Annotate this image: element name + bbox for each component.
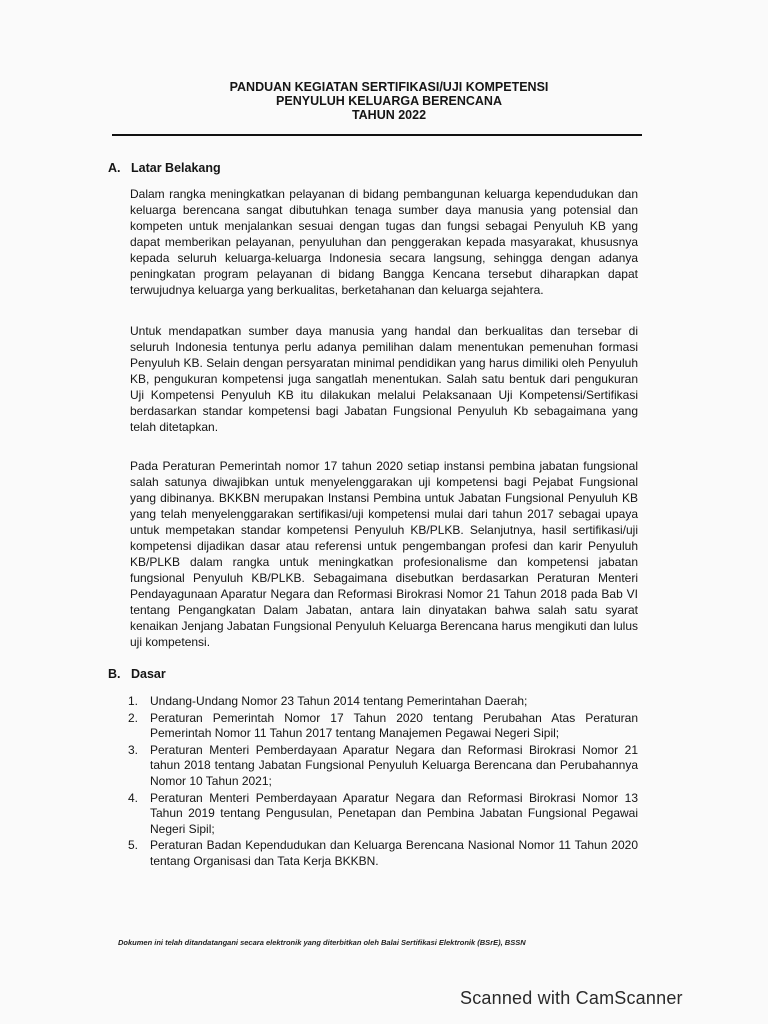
list-item-text: Peraturan Menteri Pemberdayaan Aparatur Negara dan Reformasi Birokrasi Nomor 13 Tahun 2019 tentang Pengusulan, Penetapan dan Pembina Jabatan Fungsional Pegawai Negeri Sipil; — [150, 790, 638, 836]
title-line-1: PANDUAN KEGIATAN SERTIFIKASI/UJI KOMPETENSI — [229, 80, 549, 94]
list-item-number: 3. — [128, 742, 139, 757]
list-item-text: Peraturan Pemerintah Nomor 17 Tahun 2020 tentang Perubahan Atas Peraturan Pemerintah Nomor 11 Tahun 2017 tentang Manajemen Pegawai Negeri Sipil; — [150, 710, 638, 741]
list-item-text: Undang-Undang Nomor 23 Tahun 2014 tentang Pemerintahan Daerah; — [150, 694, 528, 708]
list-item-number: 2. — [128, 710, 139, 725]
section-b-title: Dasar — [131, 667, 166, 681]
section-a-paragraph-2: Untuk mendapatkan sumber daya manusia yang handal dan berkualitas dan tersebar di seluruh Indonesia tentunya perlu adanya pemilihan dalam menentukan pemenuhan formasi Penyuluh KB. Selain dengan persyaratan minimal pendidikan yang harus dimiliki oleh Penyuluh KB, pengukuran kompetensi juga sangatlah menentukan. Salah satu bentuk dari pengukuran Uji Kompetensi Penyuluh KB itu dilakukan melalui Pelaksanaan Uji Kompetensi/Sertifikasi berdasarkan standar kompetensi bagi Jabatan Fungsional Penyuluh Kb sebagaimana yang telah ditetapkan. — [130, 324, 638, 434]
title-line-3: TAHUN 2022 — [351, 108, 427, 122]
list-item — [128, 743, 638, 790]
camscanner-watermark: Scanned with CamScanner — [460, 988, 683, 1008]
title-line-2: PENYULUH KELUARGA BERENCANA — [276, 94, 502, 108]
list-item-text: Peraturan Badan Kependudukan dan Keluarga Berencana Nasional Nomor 11 Tahun 2020 tentang Organisasi dan Tata Kerja BKKBN. — [150, 838, 638, 868]
legal-basis-list — [128, 694, 638, 871]
list-item — [128, 711, 638, 742]
document-title — [0, 80, 768, 122]
section-a-heading — [108, 161, 221, 175]
list-item-number: 1. — [128, 694, 139, 708]
list-item — [128, 694, 638, 710]
list-item-number: 5. — [128, 838, 139, 853]
section-a-title: Latar Belakang — [131, 161, 221, 175]
section-a-letter: A. — [108, 161, 121, 175]
section-b-heading — [108, 667, 166, 681]
section-b-letter: B. — [108, 667, 121, 681]
esignature-footer-note: Dokumen ini telah ditandatangani secara elektronik yang diterbitkan oleh Balai Sertifikasi Elektronik (BSrE), BSSN — [118, 938, 526, 947]
list-item — [128, 791, 638, 838]
list-item-text: Peraturan Menteri Pemberdayaan Aparatur Negara dan Reformasi Birokrasi Nomor 21 tahun 2018 tentang Jabatan Fungsional Penyuluh Keluarga Berencana dan Perubahannya Nomor 10 Tahun 2021; — [150, 742, 638, 788]
list-item — [128, 838, 638, 869]
title-divider — [112, 134, 642, 136]
section-a-paragraph-3: Pada Peraturan Pemerintah nomor 17 tahun 2020 setiap instansi pembina jabatan fungsional salah satunya diwajibkan untuk menyelenggarakan uji kompetensi bagi Pejabat Fungsional yang dibinanya. BKKBN merupakan Instansi Pembina untuk Jabatan Fungsional Penyuluh KB yang telah menyelenggarakan sertifikasi/uji kompetensi mulai dari tahun 2017 sebagai upaya untuk mempetakan standar kompetensi Penyuluh KB/PLKB. Selanjutnya, hasil sertifikasi/uji kompetensi dijadikan dasar atau referensi untuk pengembangan profesi dan karir Penyuluh KB/PLKB dalam rangka untuk meningkatkan profesionalisme dan kompetensi jabatan fungsional Penyuluh KB/PLKB. Sebagaimana disebutkan berdasarkan Peraturan Menteri Pendayagunaan Aparatur Negara dan Reformasi Birokrasi Nomor 21 Tahun 2018 pada Bab VI tentang Pengangkatan Dalam Jabatan, antara lain dinyatakan bahwa salah satu syarat kenaikan Jenjang Jabatan Fungsional Penyuluh Keluarga Berencana harus mengikuti dan lulus uji kompetensi. — [130, 459, 638, 649]
section-a-paragraph-1: Dalam rangka meningkatkan pelayanan di bidang pembangunan keluarga kependudukan dan keluarga berencana sangat dibutuhkan tenaga sumber daya manusia yang potensial dan kompeten untuk menjalankan sesuai dengan tugas dan fungsi sebagai Penyuluh KB yang dapat memberikan pelayanan, penyuluhan dan penggerakan kepada masyarakat, khususnya kepada seluruh keluarga-keluarga Indonesia secara langsung, sehingga dengan adanya peningkatan program pelayanan di bidang Bangga Kencana tersebut diharapkan dapat terwujudnya keluarga yang berkualitas, berketahanan dan keluarga sejahtera. — [130, 187, 638, 297]
list-item-number: 4. — [128, 790, 139, 805]
